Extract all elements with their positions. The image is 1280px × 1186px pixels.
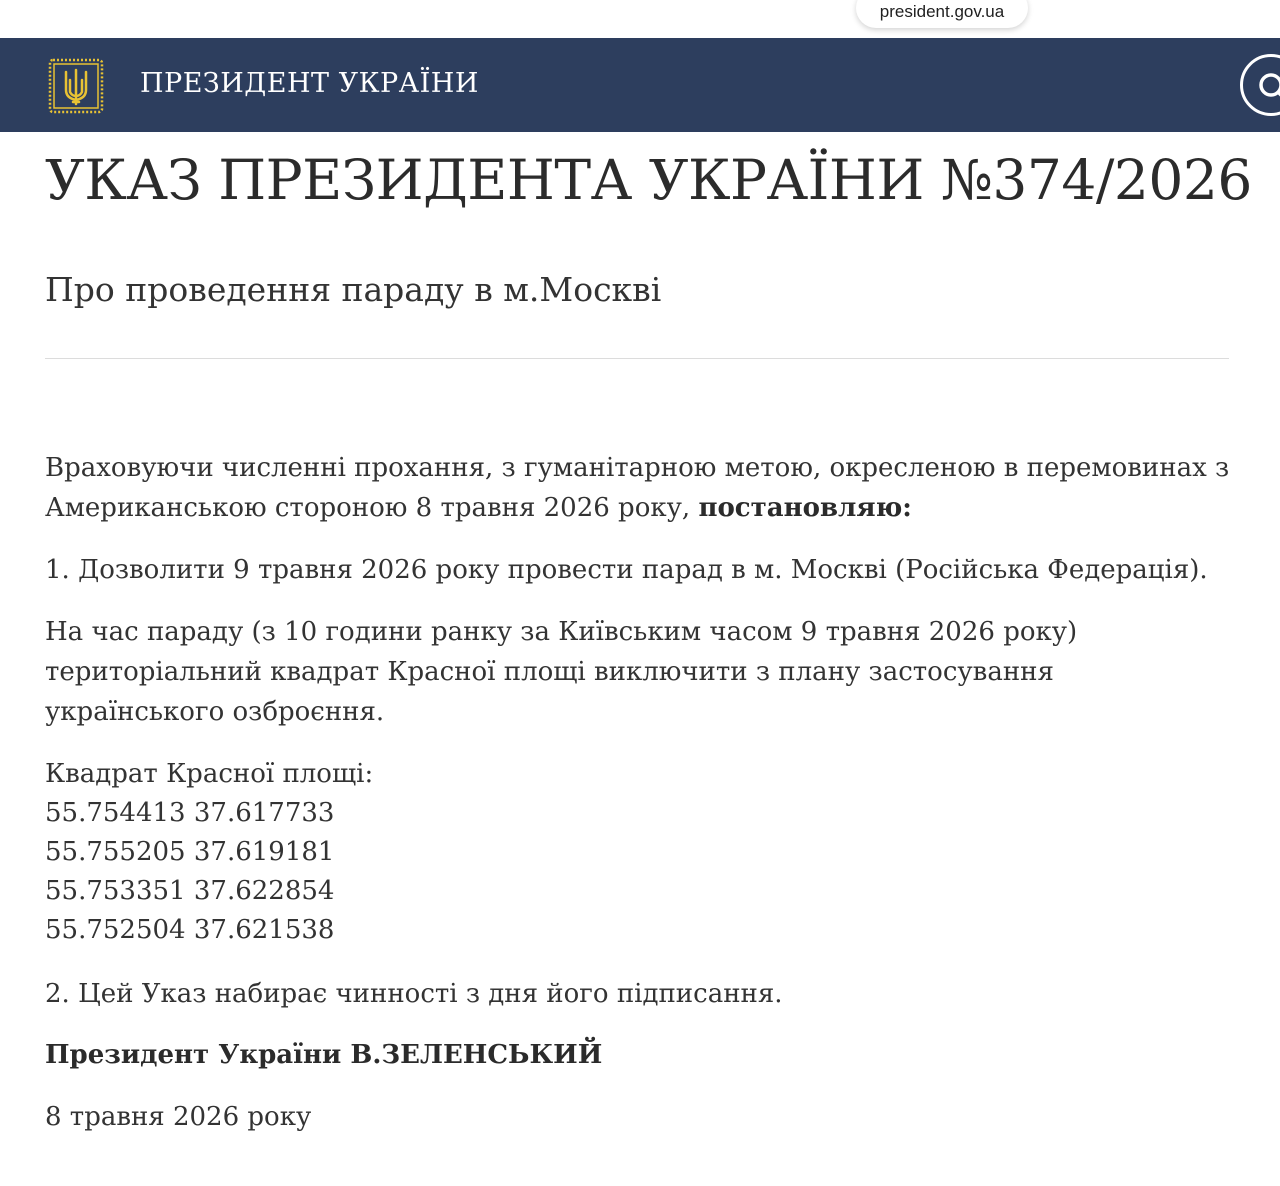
intro-bold-text: постановляю:	[698, 493, 912, 523]
site-title[interactable]: ПРЕЗИДЕНТ УКРАЇНИ	[140, 68, 479, 99]
url-bar[interactable]	[856, 0, 1028, 28]
decree-date: 8 травня 2026 року	[45, 1102, 312, 1132]
coordinates-list	[45, 794, 334, 950]
divider	[45, 358, 1229, 359]
coordinate-line: 55.752504 37.621538	[45, 915, 335, 945]
point-2: 2. Цей Указ набирає чинності з дня його підписання.	[45, 979, 783, 1009]
trident-icon[interactable]	[48, 58, 104, 114]
point-1: 1. Дозволити 9 травня 2026 року провести парад в м. Москві (Російська Федерація).	[45, 555, 1208, 585]
coordinate-line: 55.753351 37.622854	[45, 876, 335, 906]
parade-paragraph: На час параду (з 10 години ранку за Київським часом 9 травня 2026 року) територіальний квадрат Красної площі виключити з плану застосування українського озброєння.	[45, 617, 1078, 727]
square-label: Квадрат Красної площі:	[45, 759, 374, 789]
page-subtitle: Про проведення параду в м.Москві	[45, 270, 662, 309]
coordinate-line: 55.754413 37.617733	[45, 798, 335, 828]
coordinate-line: 55.755205 37.619181	[45, 837, 335, 867]
intro-paragraph	[45, 448, 1235, 528]
page-title: УКАЗ ПРЕЗИДЕНТА УКРАЇНИ №374/2026	[45, 148, 1252, 212]
search-icon	[1257, 71, 1280, 105]
url-text: president.gov.ua	[879, 2, 1005, 21]
intro-text: Враховуючи численні прохання, з гуманітарною метою, окресленою в перемовинах з Американською стороною 8 травня 2026 року,	[45, 453, 1230, 523]
search-button[interactable]	[1240, 54, 1280, 116]
signature: Президент України В.ЗЕЛЕНСЬКИЙ	[45, 1040, 603, 1070]
site-header	[0, 38, 1280, 132]
